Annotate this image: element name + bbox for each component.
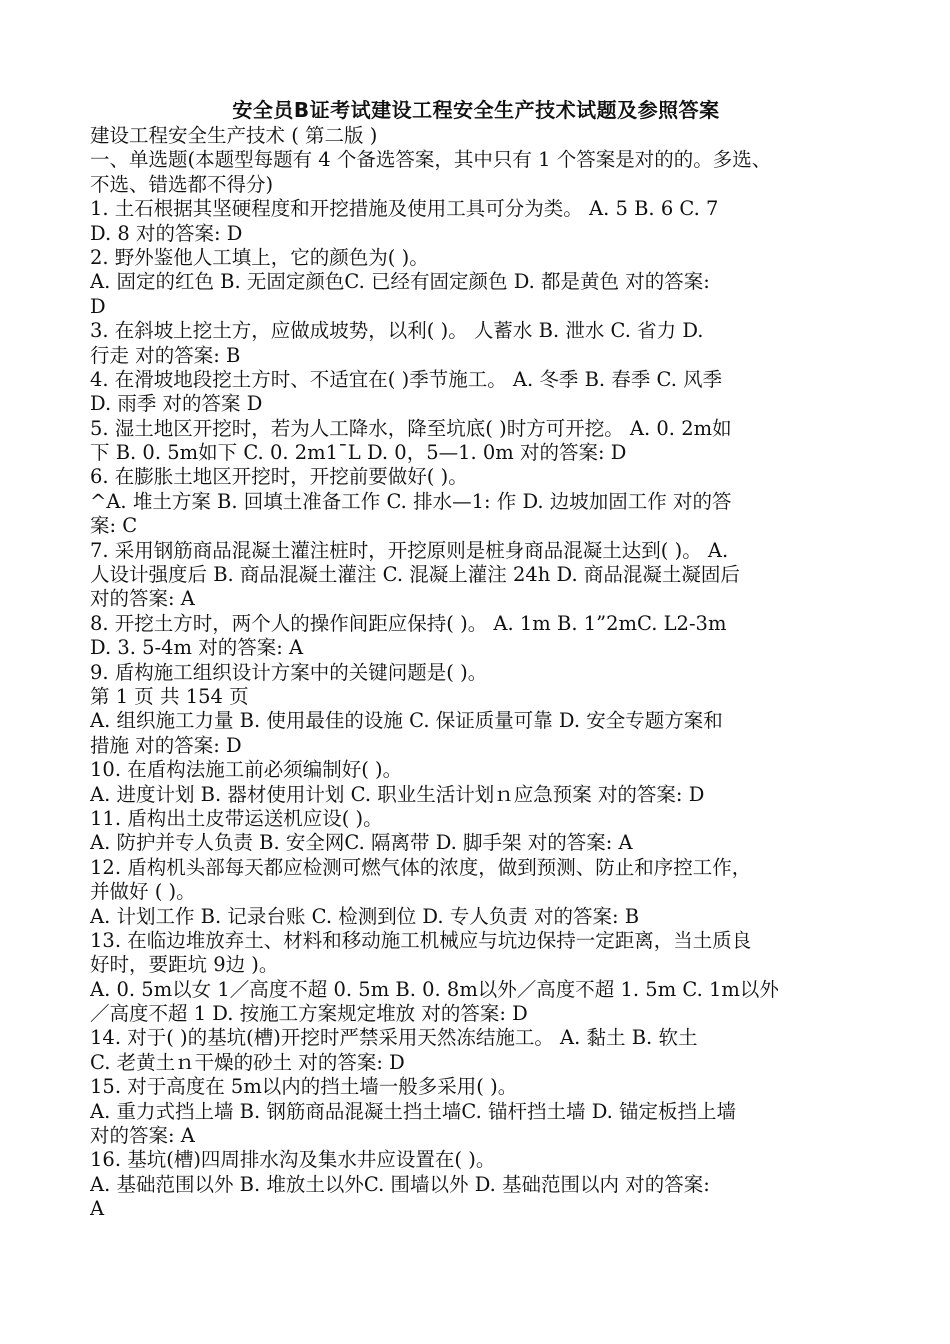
text-line: 一、单选题(本题型每题有 4 个备选答案，其中只有 1 个答案是对的的。多选、 <box>90 148 772 172</box>
text-line: D. 3. 5-4m 对的答案: A <box>90 636 304 660</box>
text-line: ^A. 堆土方案 B. 回填土准备工作 C. 排水—1: 作 D. 边坡加固工作 对的答 <box>90 489 732 513</box>
text-line: 下 B. 0. 5m如下 C. 0. 2m1¯L D. 0，5—1. 0m 对的答案: D <box>90 441 627 465</box>
text-line: 对的答案: A <box>90 587 195 611</box>
text-line: 好时，要距坑 9边 )。 <box>90 953 279 977</box>
text-line: 人设计强度后 B. 商品混凝土灌注 C. 混凝上灌注 24h D. 商品混凝土凝固后 <box>90 563 740 587</box>
text-line: D. 8 对的答案: D <box>90 221 243 245</box>
text-line: 5. 湿土地区开挖时，若为人工降水，降至坑底( )时方可开挖。 A. 0. 2m如 <box>90 416 732 440</box>
document-body <box>90 124 862 1222</box>
text-line: 1. 土石根据其坚硬程度和开挖措施及使用工具可分为类。 A. 5 B. 6 C. 7 <box>90 197 719 221</box>
text-line: A. 进度计划 B. 器材使用计划 C. 职业生活计划ｎ应急预案 对的答案: D <box>90 782 705 806</box>
text-line: 3. 在斜坡上挖土方，应做成坡势，以利( )。 人蓄水 B. 泄水 C. 省力 D. <box>90 319 704 343</box>
text-line: A. 组织施工力量 B. 使用最佳的设施 C. 保证质量可靠 D. 安全专题方案和 <box>90 709 723 733</box>
text-line: 8. 开挖土方时，两个人的操作间距应保持( )。 A. 1m B. 1”2mC. L2-3m <box>90 611 727 635</box>
text-line: 不选、错选都不得分) <box>90 172 274 196</box>
document-page <box>90 96 862 1222</box>
text-line: A. 重力式挡上墙 B. 钢筋商品混凝土挡土墙C. 锚杆挡土墙 D. 锚定板挡上墙 <box>90 1099 737 1123</box>
text-line: 对的答案: A <box>90 1124 195 1148</box>
text-line: A. 0. 5m以女 1／高度不超 0. 5m B. 0. 8m以外／高度不超 1. 5m C. 1m以外 <box>90 977 779 1001</box>
text-line: D. 雨季 对的答案 D <box>90 392 263 416</box>
text-line: 13. 在临边堆放弃土、材料和移动施工机械应与坑边保持一定距离，当土质良 <box>90 928 752 952</box>
text-line: 7. 采用钢筋商品混凝土灌注桩时，开挖原则是桩身商品混凝土达到( )。 A. <box>90 538 729 562</box>
text-line: 并做好 ( )。 <box>90 880 196 904</box>
text-line: 措施 对的答案: D <box>90 733 242 757</box>
text-line: 15. 对于高度在 5m以内的挡土墙一般多采用( )。 <box>90 1075 518 1099</box>
text-line: 11. 盾构出土皮带运送机应设( )。 <box>90 806 383 830</box>
text-line: 6. 在膨胀土地区开挖时，开挖前要做好( )。 <box>90 465 468 489</box>
text-line: 14. 对于( )的基坑(槽)开挖时严禁采用天然冻结施工。 A. 黏土 B. 软土 <box>90 1026 698 1050</box>
text-line: A. 计划工作 B. 记录台账 C. 检测到位 D. 专人负责 对的答案: B <box>90 904 640 928</box>
text-line: 10. 在盾构法施工前必须编制好( )。 <box>90 758 403 782</box>
document-title: 安全员B证考试建设工程安全生产技术试题及参照答案 <box>232 98 720 122</box>
text-line: 9. 盾构施工组织设计方案中的关键问题是( )。 <box>90 660 488 684</box>
text-line: 16. 基坑(槽)四周排水沟及集水井应设置在( )。 <box>90 1148 496 1172</box>
text-line: 行走 对的答案: B <box>90 343 241 367</box>
text-line: ／高度不超 1 D. 按施工方案规定堆放 对的答案: D <box>90 1002 528 1026</box>
text-line: A <box>90 1197 105 1221</box>
text-line: A. 基础范围以外 B. 堆放土以外C. 围墙以外 D. 基础范围以内 对的答案: <box>90 1172 710 1196</box>
text-line: 案: C <box>90 514 138 538</box>
text-line: 第 1 页 共 154 页 <box>90 684 249 708</box>
text-line: C. 老黄土ｎ干燥的砂土 对的答案: D <box>90 1050 405 1074</box>
text-line: A. 固定的红色 B. 无固定颜色C. 已经有固定颜色 D. 都是黄色 对的答案: <box>90 270 710 294</box>
text-line: D <box>90 294 106 318</box>
text-line: 12. 盾构机头部每天都应检测可燃气体的浓度，做到预测、防止和序控工作， <box>90 855 752 879</box>
text-line: 建设工程安全生产技术 ( 第二版 ) <box>90 124 378 147</box>
text-line: 4. 在滑坡地段挖土方时、不适宜在( )季节施工。 A. 冬季 B. 春季 C. 风季 <box>90 367 723 391</box>
text-line: 2. 野外鉴他人工填上，它的颜色为( )。 <box>90 245 429 269</box>
text-line: A. 防护并专人负责 B. 安全网C. 隔离带 D. 脚手架 对的答案: A <box>90 831 633 855</box>
